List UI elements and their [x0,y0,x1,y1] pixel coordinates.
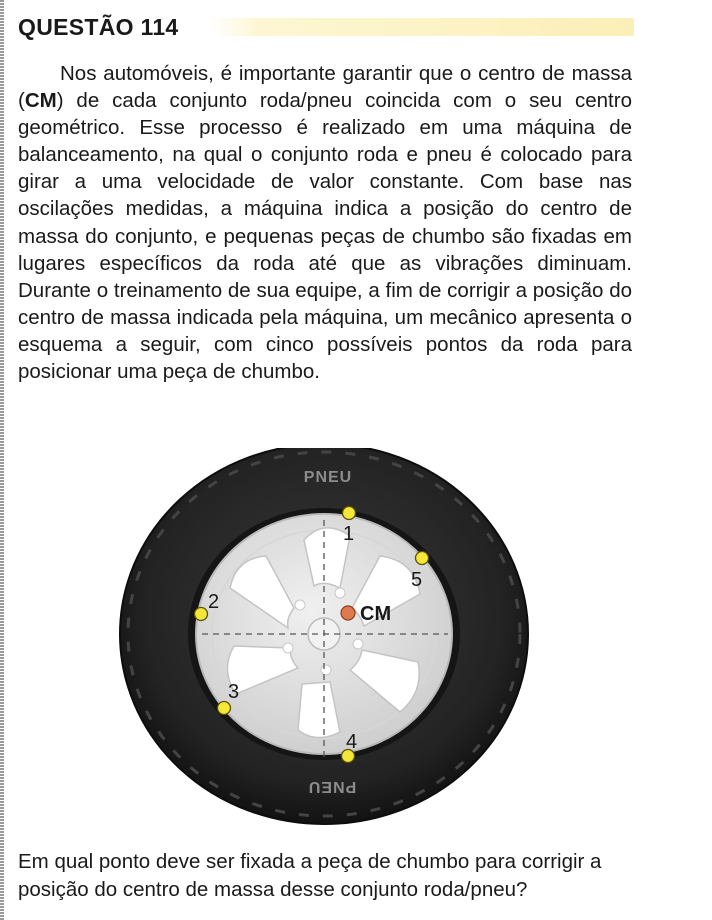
title-highlight-bar [210,18,634,36]
lug-hole-1 [295,600,305,610]
wheel-diagram [118,448,538,838]
point-4-label: 4 [346,731,358,753]
page-left-border [0,0,4,920]
lug-hole-2 [335,588,345,598]
point-2-label: 2 [208,591,220,613]
wheel-figure [118,448,538,838]
question-statement [18,60,632,385]
center-of-mass-label: CM [360,603,392,625]
center-of-mass-marker [341,606,355,620]
lug-hole-5 [321,665,331,675]
statement-cm-term: CM [24,89,57,113]
statement-part1: Nos automóveis, é importante garantir que o centro de massa ( [18,62,632,113]
question-header [18,12,634,44]
lug-hole-3 [353,639,363,649]
point-1-label: 1 [343,523,355,545]
tire-label-top: PNEU [303,469,353,486]
point-3-label: 3 [228,681,240,703]
statement-part2: ) de cada conjunto roda/pneu coincida com o seu centro geométrico. Esse processo é realizado em uma máquina de balanceamento, na qual o conjunto roda e pneu é colocado para girar a uma velocidade de valor constante. Com base nas oscilações medidas, a máquina indica a posição do centro de massa do conjunto, e pequenas peças de chumbo são fixadas em lugares específicos da roda até que as vibrações diminuam. Durante o treinamento de sua equipe, a fim de corrigir a posição do centro de massa indicada pela máquina, um mecânico apresenta o esquema a seguir, com cinco possíveis pontos da roda para posicionar uma peça de chumbo. [18,89,632,384]
point-5-marker [416,552,429,565]
question-number: QUESTÃO 114 [18,14,179,40]
question-prompt: Em qual ponto deve ser fixada a peça de chumbo para corrigir a posição do centro de massa desse conjunto roda/pneu? [18,850,602,901]
tire-label-bottom: PNEU [307,778,357,795]
point-3-marker [218,702,231,715]
point-5-label: 5 [411,569,423,591]
point-2-marker [195,608,208,621]
point-1-marker [343,507,356,520]
lug-hole-4 [283,643,293,653]
